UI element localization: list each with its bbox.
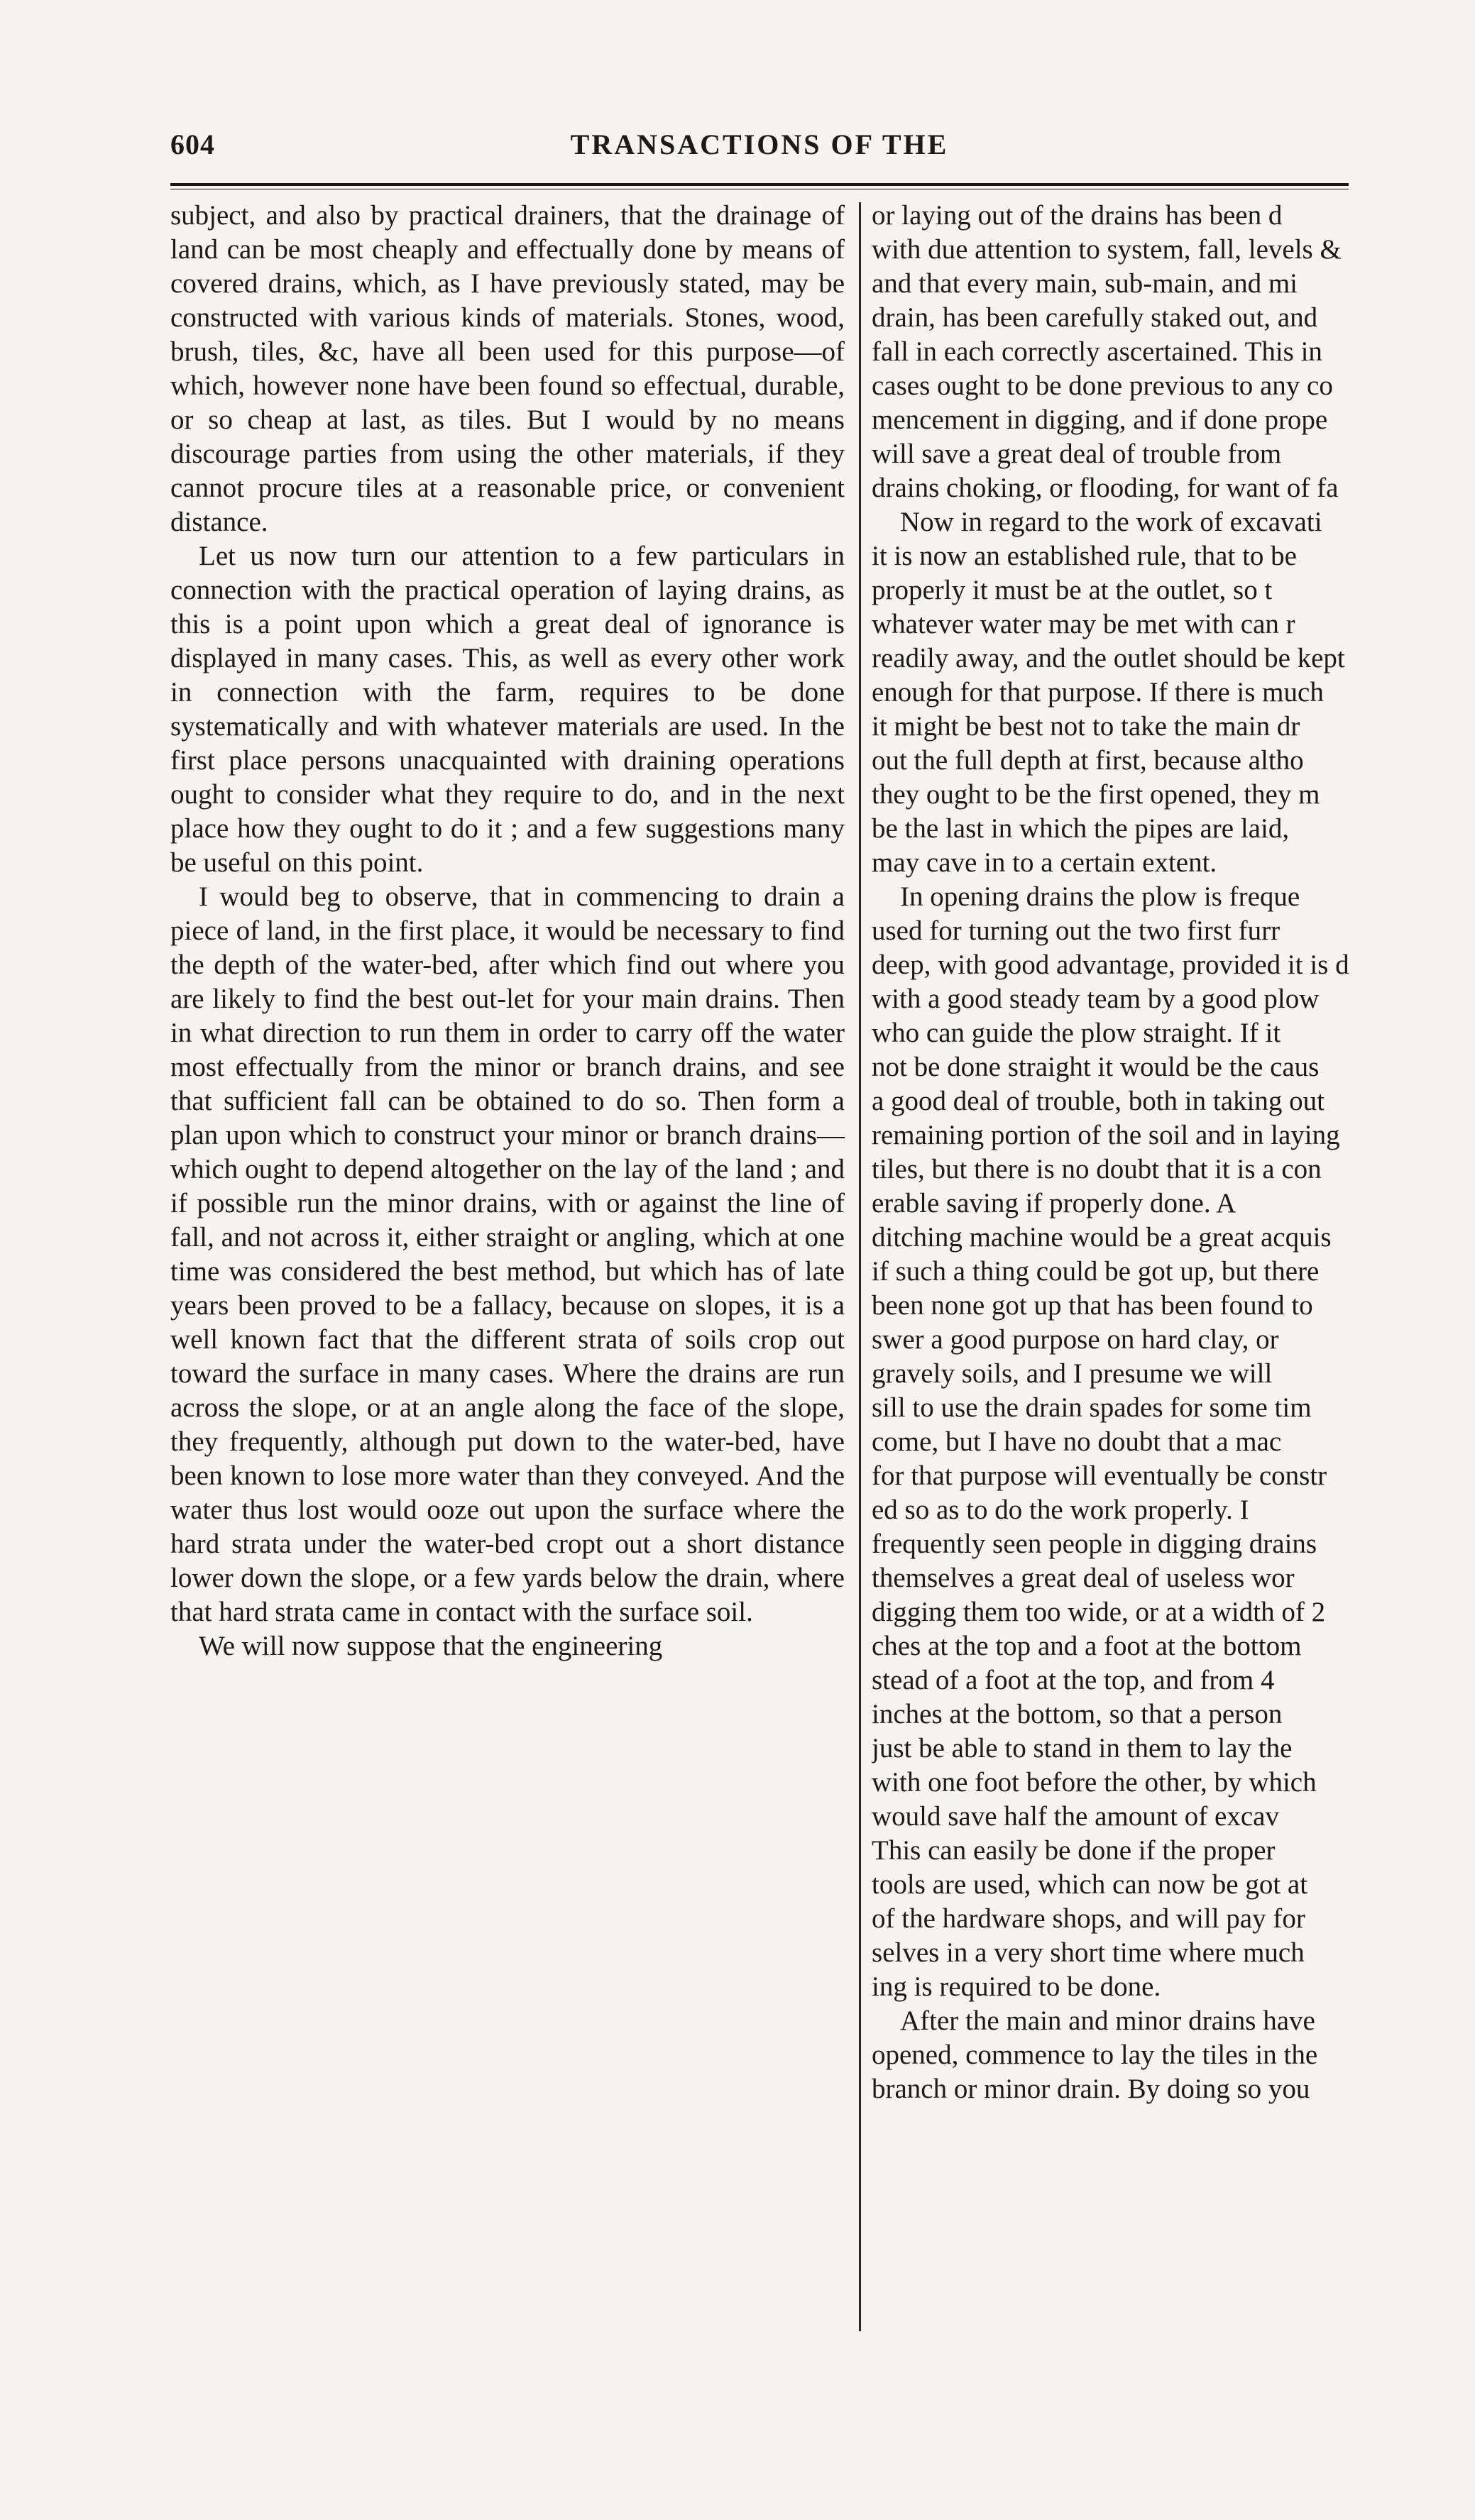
paragraph: In opening drains the plow is freque used for turning out the two first furr deep, with good advantage, provided it is d with a good steady team by a good plow who can guide the plow straight. If it not be done straight it would be the caus a good deal of trouble, both in taking out remaining portion of the soil and in laying tiles, but there is no doubt that it is a con erable saving if properly done. A ditching machine would be a great acquis if such a thing could be got up, but there been none got up that has been found to swer a good purpose on hard clay, or gravely soils, and I presume we will sill to use the drain spades for some tim come, but I have no doubt that a mac for that purpose will eventually be constr ed so as to do the work properly. I frequently seen people in digging drains themselves a great deal of useless wor digging them too wide, or at a width of 2 ches at the top and a foot at the bottom stead of a foot at the top, and from 4 inches at the bottom, so that a person just be able to stand in them to lay the with one foot before the other, by which would save half the amount of excav This can easily be done if the proper tools are used, which can now be got at of the hardware shops, and will pay for selves in a very short time where much ing is required to be done. [872, 881, 1349, 2002]
paragraph: or laying out of the drains has been d with due attention to system, fall, levels & and that every main, sub-main, and mi drain, has been carefully staked out, and fall in each correctly ascertained. This in cases ought to be done previous to any co mencement in digging, and if done prope will save a great deal of trouble from drains choking, or flooding, for want of fa [872, 200, 1342, 503]
right-column [872, 199, 1475, 2328]
column-divider [859, 202, 861, 2331]
header-rule [170, 183, 1349, 186]
paragraph: Let us now turn our attention to a few particulars in connection with the practical operation of laying drains, as this is a point upon which a great deal of ignorance is displayed in many cases. This, as well as every other work in connection with the farm, requires to be done systematically and with whatever materials are used. In the first place persons unacquainted with draining operations ought to consider what they require to do, and in the next place how they ought to do it ; and a few suggestions many be useful on this point. [170, 541, 845, 878]
page-header [170, 128, 1349, 177]
page-number: 604 [170, 128, 215, 160]
left-column [170, 199, 845, 2328]
paragraph: After the main and minor drains have opened, commence to lay the tiles in the branch or minor drain. By doing so you [872, 2005, 1318, 2104]
paragraph: We will now suppose that the engineering [199, 1631, 663, 1661]
running-head: TRANSACTIONS OF THE [570, 128, 949, 160]
paragraph: Now in regard to the work of excavati it is now an established rule, that to be properly it must be at the outlet, so t whatever water may be met with can r readily away, and the outlet should be kept enough for that purpose. If there is much it might be best not to take the main dr out the full depth at first, because altho they ought to be the first opened, they m be the last in which the pipes are laid, may cave in to a certain extent. [872, 507, 1345, 878]
paragraph: I would beg to observe, that in commencing to drain a piece of land, in the first place, it would be necessary to find the depth of the water-bed, after which find out where you are likely to find the best out-let for your main drains. Then in what direction to run them in order to carry off the water most effectually from the minor or branch drains, and see that sufficient fall can be obtained to do so. Then form a plan upon which to construct your minor or branch drains—which ought to depend altogether on the lay of the land ; and if possible run the minor drains, with or against the line of fall, and not across it, either straight or angling, which at one time was considered the best method, but which has of late years been proved to be a fallacy, because on slopes, it is a well known fact that the different strata of soils crop out toward the surface in many cases. Where the drains are run across the slope, or at an angle along the face of the slope, they frequently, although put down to the water-bed, have been known to lose more water than they conveyed. And the water thus lost would ooze out upon the surface where the hard strata under the water-bed cropt out a short distance lower down the slope, or a few yards below the drain, where that hard strata came in contact with the surface soil. [170, 881, 845, 1627]
paragraph: subject, and also by practical drainers, that the drainage of land can be most cheaply and effectually done by means of covered drains, which, as I have previously stated, may be constructed with various kinds of materials. Stones, wood, brush, tiles, &c, have all been used for this purpose—of which, however none have been found so effectual, durable, or so cheap at last, as tiles. But I would by no means discourage parties from using the other materials, if they cannot procure tiles at a reasonable price, or convenient distance. [170, 200, 845, 537]
